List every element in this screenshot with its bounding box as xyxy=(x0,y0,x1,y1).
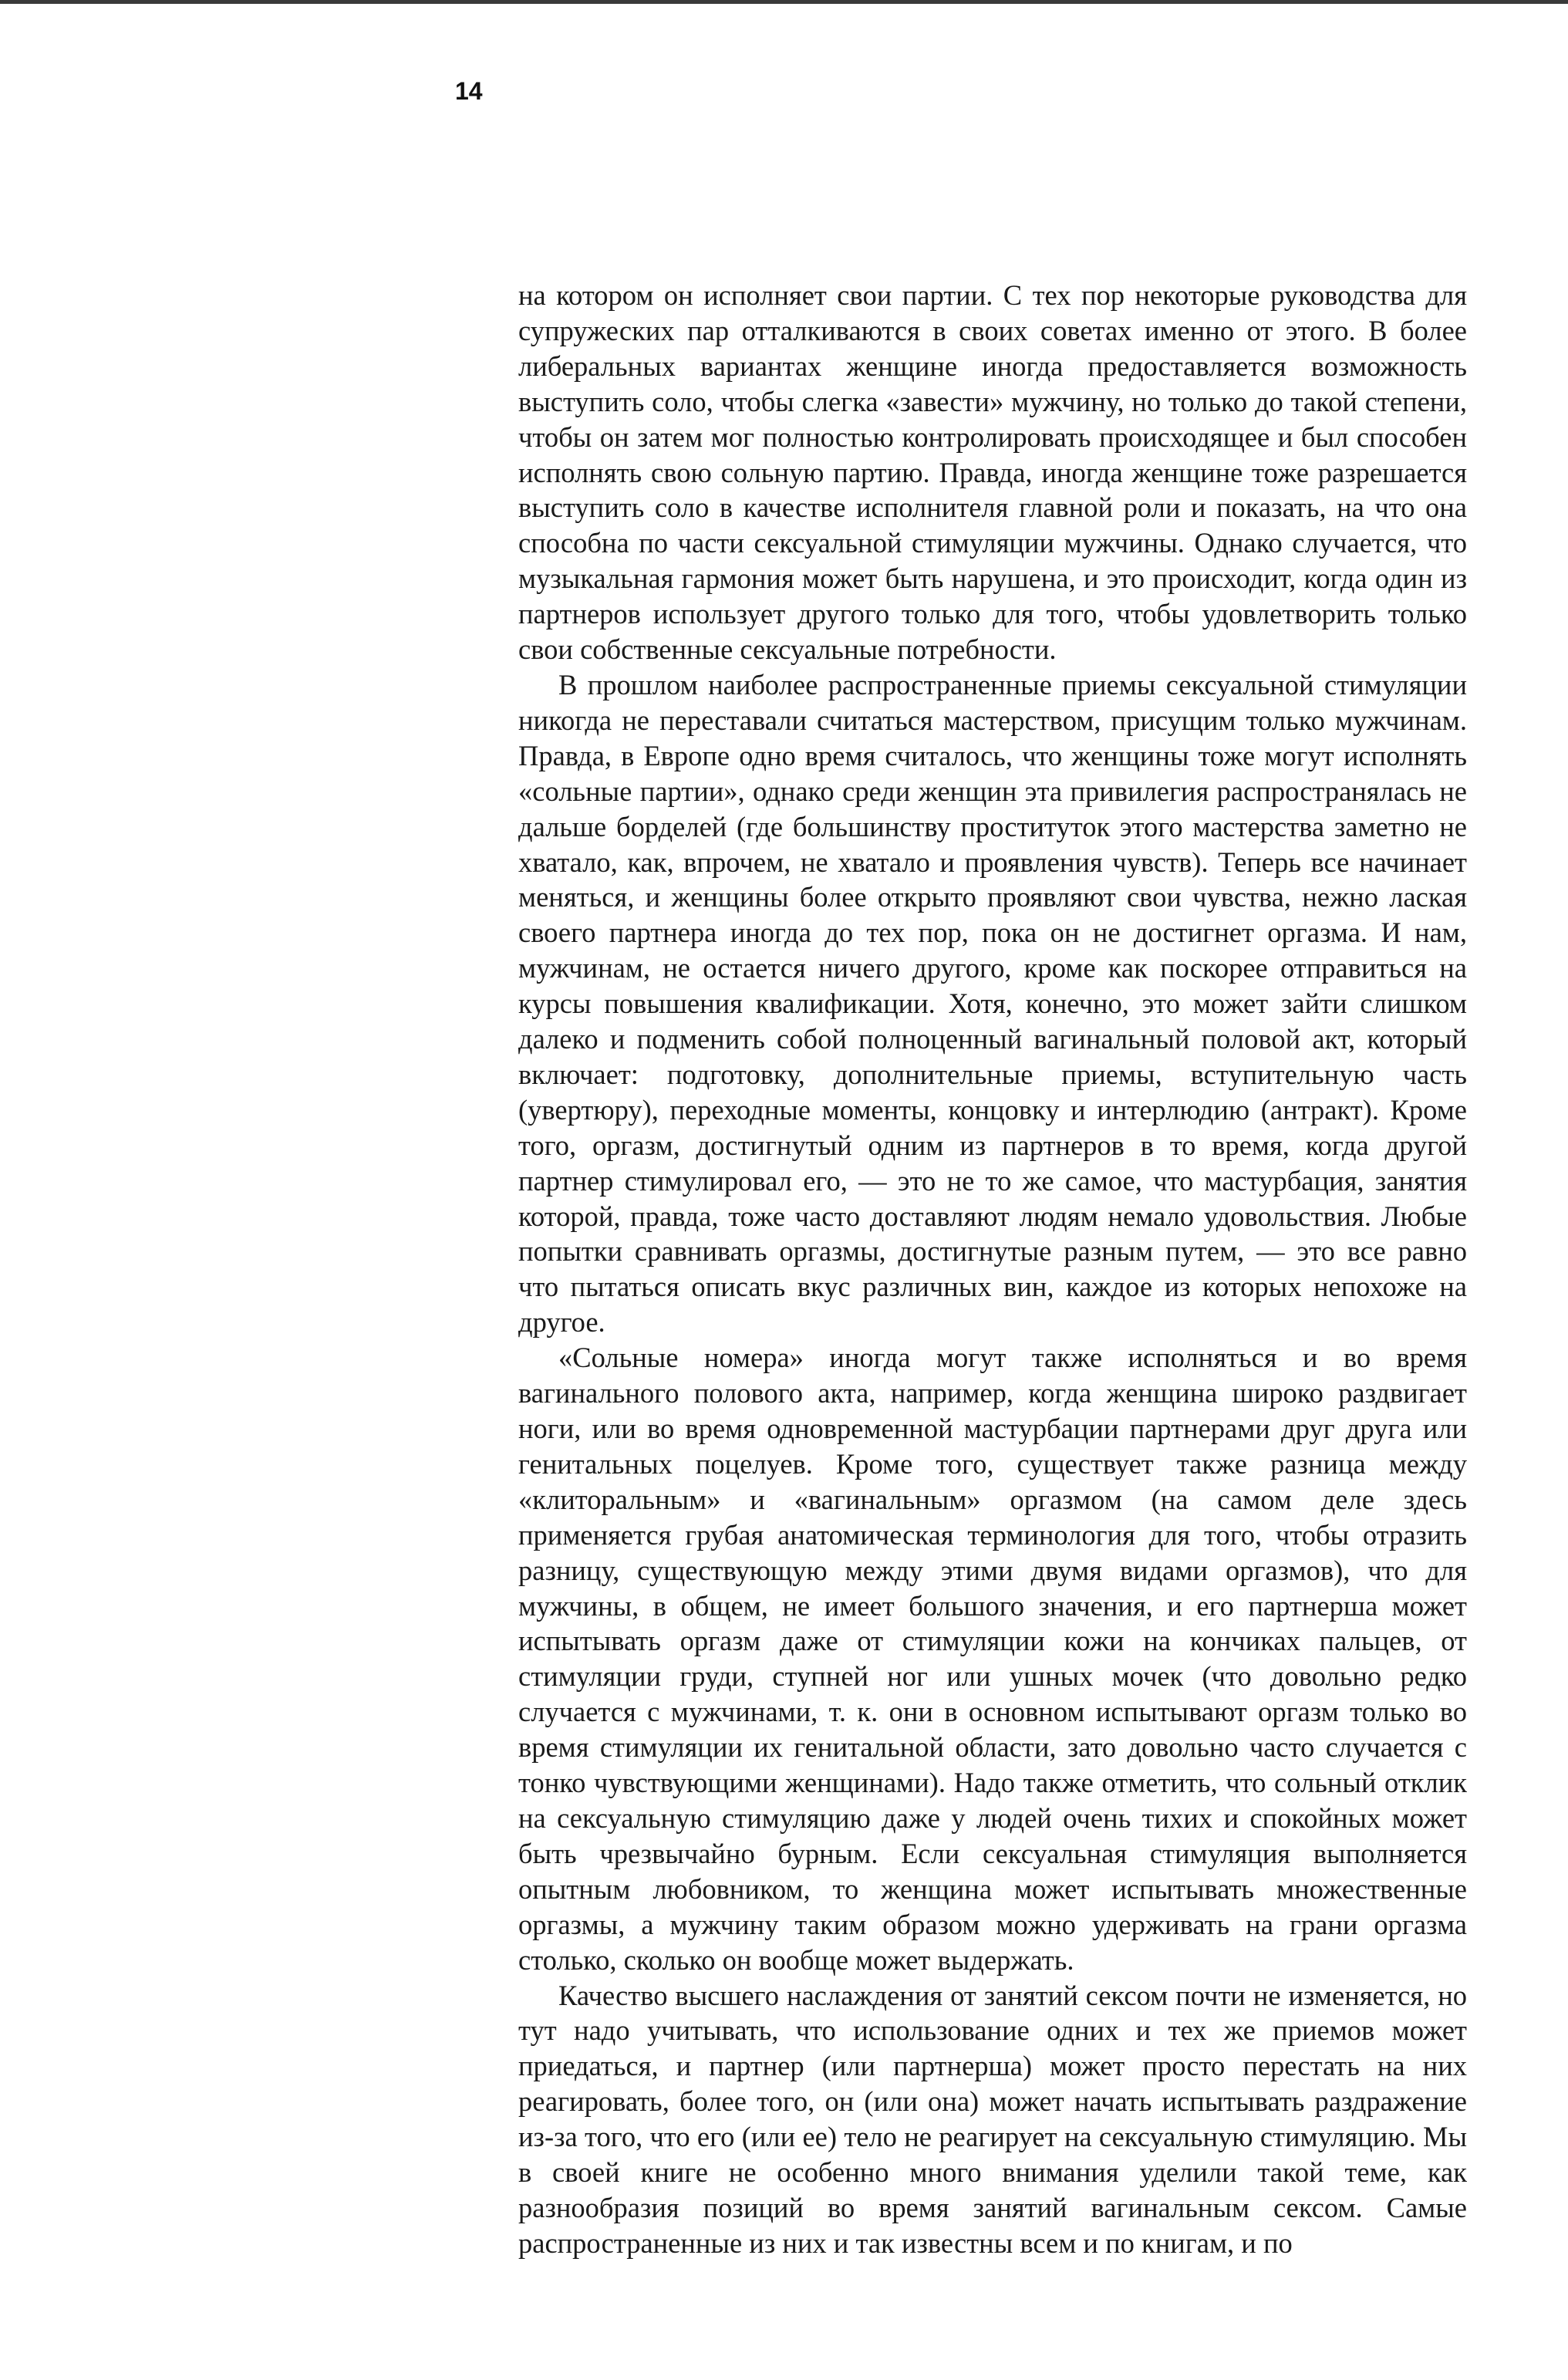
page-top-edge xyxy=(0,0,1568,4)
paragraph-1: на котором он исполняет свои партии. С тех пор некоторые руководства для супружеских пар отталкиваются в своих советах именно от этого. В более либеральных вариантах женщине иногда предоставляется возможность выступить соло, чтобы слегка «завести» мужчину, но только до такой степени, чтобы он затем мог полностью контролировать происходящее и был способен исполнять свою сольную партию. Правда, иногда женщине тоже разрешается выступить соло в качестве исполнителя главной роли и показать, на что она способна по части сексуальной стимуляции мужчины. Однако случается, что музыкальная гармония может быть нарушена, и это происходит, когда один из партнеров использует другого только для того, чтобы удовлетворить только свои собственные сексуальные потребности. xyxy=(518,279,1467,666)
body-text xyxy=(518,278,1467,2261)
paragraph-4: Качество высшего наслаждения от занятий сексом почти не изменяется, но тут надо учитывать, что использование одних и тех же приемов может приедаться, и партнер (или партнерша) может просто перестать на них реагировать, более того, он (или она) может начать испытывать раздражение из-за того, что его (или ее) тело не реагирует на сексуальную стимуляцию. Мы в своей книге не особенно много внимания уделили такой теме, как разнообразия позиций во время занятий вагинальным сексом. Самые распространенные из них и так известны всем и по книгам, и по xyxy=(518,1979,1467,2259)
page-number: 14 xyxy=(455,77,483,105)
paragraph-3: «Сольные номера» иногда могут также исполняться и во время вагинального полового акта, например, когда женщина широко раздвигает ноги, или во время одновременной мастурбации партнерами друг друга или генитальных поцелуев. Кроме того, существует также разница между «клиторальным» и «вагинальным» оргазмом (на самом деле здесь применяется грубая анатомическая терминология для того, чтобы отразить разницу, существующую между этими двумя видами оргазмов), что для мужчины, в общем, не имеет большого значения, и его партнерша может испытывать оргазм даже от стимуляции кожи на кончиках пальцев, от стимуляции груди, ступней ног или ушных мочек (что довольно редко случается с мужчинами, т. к. они в основном испытывают оргазм только во время стимуляции их генитальной области, зато довольно часто случается с тонко чувствующими женщинами). Надо также отметить, что сольный отклик на сексуальную стимуляцию даже у людей очень тихих и спокойных может быть чрезвычайно бурным. Если сексуальная стимуляция выполняется опытным любовником, то женщина может испытывать множественные оргазмы, а мужчину таким образом можно удерживать на грани оргазма столько, сколько он вообще может выдержать. xyxy=(518,1342,1467,1976)
paragraph-2: В прошлом наиболее распространенные приемы сексуальной стимуляции никогда не переставали считаться мастерством, присущим только мужчинам. Правда, в Европе одно время считалось, что женщины тоже могут исполнять «сольные партии», однако среди женщин эта привилегия распространялась не дальше борделей (где большинству проституток этого мастерства заметно не хватало, как, впрочем, не хватало и проявления чувств). Теперь все начинает меняться, и женщины более открыто проявляют свои чувства, нежно лаская своего партнера иногда до тех пор, пока он не достигнет оргазма. И нам, мужчинам, не остается ничего другого, кроме как поскорее отправиться на курсы повышения квалификации. Хотя, конечно, это может зайти слишком далеко и подменить собой полноценный вагинальный половой акт, который включает: подготовку, дополнительные приемы, вступительную часть (увертюру), переходные моменты, концовку и интерлюдию (антракт). Кроме того, оргазм, достигнутый одним из партнеров в то время, когда другой партнер стимулировал его, — это не то же самое, что мастурбация, занятия которой, правда, тоже часто доставляют людям немало удовольствия. Любые попытки сравнивать оргазмы, достигнутые разным путем, — это все равно что пытаться описать вкус различных вин, каждое из которых непохоже на другое. xyxy=(518,668,1467,1339)
